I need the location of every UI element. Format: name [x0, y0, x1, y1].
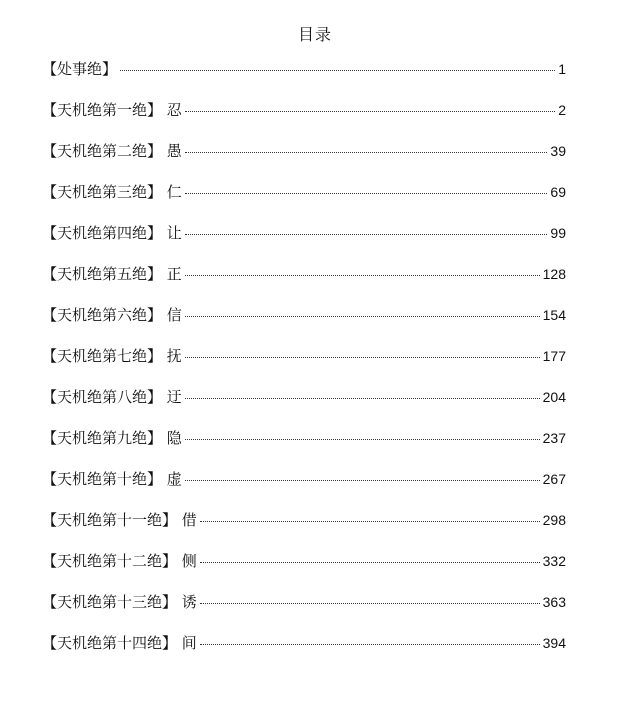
toc-list	[42, 58, 566, 673]
toc-entry[interactable]	[42, 263, 566, 304]
toc-entry-page: 363	[542, 594, 566, 610]
toc-entry-page: 204	[542, 389, 566, 405]
toc-entry[interactable]	[42, 58, 566, 99]
dot-leader	[120, 70, 555, 71]
toc-entry-page: 267	[542, 471, 566, 487]
dot-leader	[185, 193, 548, 194]
toc-entry-label: 【天机绝第十四绝】 间	[42, 634, 197, 652]
toc-entry-label: 【天机绝第十绝】 虚	[42, 470, 182, 488]
toc-entry-label: 【天机绝第二绝】 愚	[42, 142, 182, 160]
toc-entry-page: 237	[542, 430, 566, 446]
dot-leader	[185, 111, 555, 112]
toc-title: 目录	[297, 25, 332, 44]
toc-entry[interactable]	[42, 181, 566, 222]
toc-entry-label: 【天机绝第六绝】 信	[42, 306, 182, 324]
dot-leader	[185, 316, 540, 317]
toc-entry-page: 1	[558, 61, 566, 77]
toc-entry-label: 【天机绝第九绝】 隐	[42, 429, 182, 447]
toc-entry-label: 【天机绝第七绝】 抚	[42, 347, 182, 365]
toc-entry-label: 【天机绝第十二绝】 侧	[42, 552, 197, 570]
toc-entry-label: 【天机绝第十三绝】 诱	[42, 593, 197, 611]
toc-entry-page: 154	[542, 307, 566, 323]
dot-leader	[185, 480, 540, 481]
dot-leader	[185, 357, 540, 358]
toc-entry-label: 【天机绝第三绝】 仁	[42, 183, 182, 201]
toc-entry[interactable]	[42, 99, 566, 140]
dot-leader	[185, 152, 548, 153]
dot-leader	[185, 234, 548, 235]
toc-entry-page: 394	[542, 635, 566, 651]
dot-leader	[185, 398, 540, 399]
toc-entry-label: 【处事绝】	[42, 60, 118, 78]
toc-entry-label: 【天机绝第四绝】 让	[42, 224, 182, 242]
toc-entry[interactable]	[42, 468, 566, 509]
toc-entry-label: 【天机绝第五绝】 正	[42, 265, 182, 283]
toc-entry-page: 177	[542, 348, 566, 364]
dot-leader	[185, 439, 540, 440]
toc-entry[interactable]	[42, 632, 566, 673]
toc-entry-page: 69	[550, 184, 566, 200]
toc-entry[interactable]	[42, 591, 566, 632]
toc-entry-page: 332	[542, 553, 566, 569]
toc-entry[interactable]	[42, 304, 566, 345]
dot-leader	[200, 644, 540, 645]
toc-entry[interactable]	[42, 386, 566, 427]
toc-entry[interactable]	[42, 222, 566, 263]
toc-entry-page: 39	[550, 143, 566, 159]
dot-leader	[200, 603, 540, 604]
toc-entry-label: 【天机绝第一绝】 忍	[42, 101, 182, 119]
toc-entry-page: 298	[542, 512, 566, 528]
toc-entry[interactable]	[42, 509, 566, 550]
toc-entry[interactable]	[42, 345, 566, 386]
toc-entry-page: 2	[558, 102, 566, 118]
toc-entry-page: 128	[542, 266, 566, 282]
toc-entry[interactable]	[42, 427, 566, 468]
toc-entry-label: 【天机绝第八绝】 迂	[42, 388, 182, 406]
toc-entry-label: 【天机绝第十一绝】 借	[42, 511, 197, 529]
dot-leader	[200, 562, 540, 563]
dot-leader	[200, 521, 540, 522]
toc-entry-page: 99	[550, 225, 566, 241]
toc-entry[interactable]	[42, 140, 566, 181]
toc-entry[interactable]	[42, 550, 566, 591]
dot-leader	[185, 275, 540, 276]
